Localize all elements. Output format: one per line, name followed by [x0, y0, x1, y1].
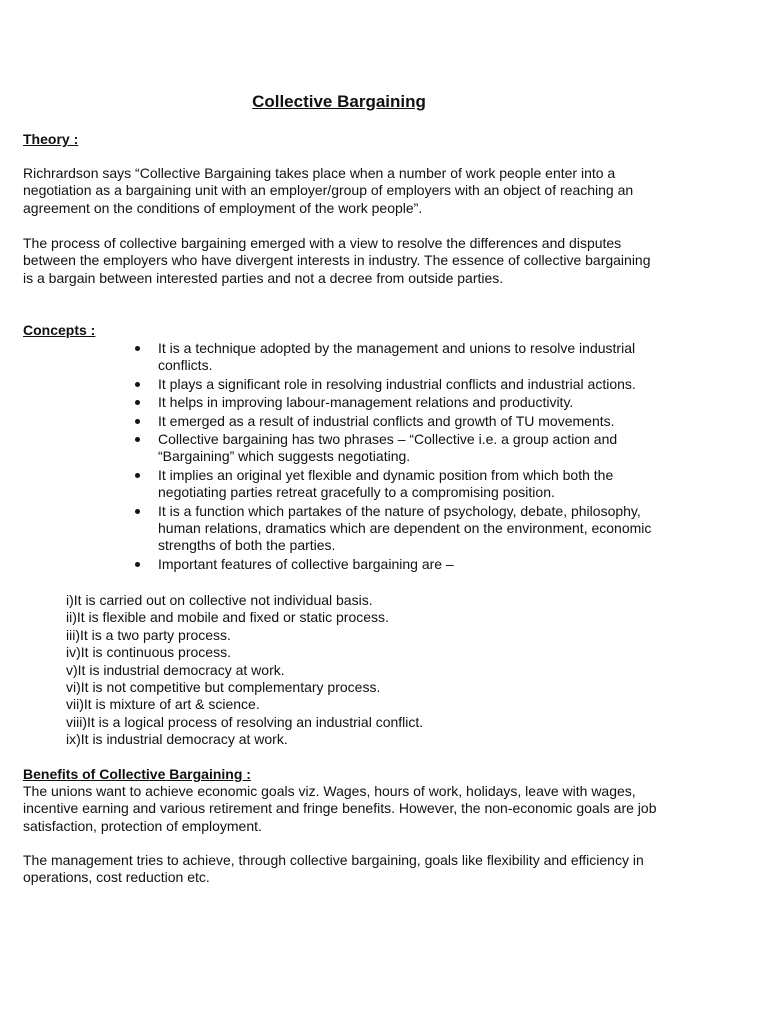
benefits-paragraph-1: The unions want to achieve economic goals viz. Wages, hours of work, holidays, leave with wages, incentive earning and various retirement and fringe benefits. However, the non-economic goals are job satisfaction, protection of employment.	[23, 783, 657, 834]
feature-item: vii)It is mixture of art & science.	[66, 696, 260, 713]
bullet-dot-icon	[135, 562, 140, 567]
concept-bullet-text: It implies an original yet flexible and dynamic position from which both the negotiating parties retreat gracefully to a compromising position.	[158, 466, 614, 501]
feature-item: iv)It is continuous process.	[66, 644, 231, 661]
concept-bullet	[135, 467, 665, 502]
concept-bullet-text: It emerged as a result of industrial conflicts and growth of TU movements.	[158, 412, 615, 429]
feature-item: i)It is carried out on collective not individual basis.	[66, 592, 373, 608]
feature-item: ii)It is flexible and mobile and fixed or static process.	[66, 609, 389, 626]
feature-item: iii)It is a two party process.	[66, 626, 231, 643]
bullet-dot-icon	[135, 419, 140, 424]
bullet-dot-icon	[135, 400, 140, 405]
document-title: Collective Bargaining	[252, 92, 426, 111]
concept-bullet	[135, 556, 665, 573]
theory-paragraph-1: Richrardson says “Collective Bargaining takes place when a number of work people enter into a negotiation as a bargaining unit with an employer/group of employers with an object of reaching an agreement on the conditions of employment of the work people”.	[23, 165, 634, 216]
concept-bullet	[135, 503, 665, 555]
concept-bullet	[135, 431, 665, 466]
concept-bullet-text: It helps in improving labour-management relations and productivity.	[158, 394, 574, 411]
concept-bullet	[135, 376, 665, 393]
feature-item: ix)It is industrial democracy at work.	[66, 731, 288, 748]
bullet-dot-icon	[135, 382, 140, 387]
feature-item: viii)It is a logical process of resolving an industrial conflict.	[66, 713, 424, 730]
bullet-dot-icon	[135, 509, 140, 514]
features-list	[66, 592, 423, 749]
theory-heading: Theory :	[23, 131, 79, 147]
bullet-dot-icon	[135, 437, 140, 442]
concepts-bullet-list	[135, 340, 665, 574]
benefits-heading: Benefits of Collective Bargaining :	[23, 766, 251, 782]
concept-bullet	[135, 340, 665, 375]
benefits-paragraph-2: The management tries to achieve, through collective bargaining, goals like flexibility and efficiency in operations, cost reduction etc.	[23, 852, 644, 886]
bullet-dot-icon	[135, 473, 140, 478]
concept-bullet-text: Important features of collective bargaining are –	[158, 555, 454, 572]
concepts-heading: Concepts :	[23, 322, 96, 338]
concept-bullet-text: It is a function which partakes of the nature of psychology, debate, philosophy, human relations, dramatics which are dependent on the environment, economic strengths of both the parties.	[158, 502, 652, 554]
theory-paragraph-2: The process of collective bargaining emerged with a view to resolve the differences and disputes between the employers who have divergent interests in industry. The essence of collective bargaining is a bargain between interested parties and not a decree from outside parties.	[23, 235, 651, 286]
concept-bullet	[135, 394, 665, 411]
concept-bullet-text: Collective bargaining has two phrases – “Collective i.e. a group action and “Bargaining” which suggests negotiating.	[158, 431, 618, 465]
feature-item: vi)It is not competitive but complementary process.	[66, 679, 381, 696]
concept-bullet	[135, 413, 665, 430]
bullet-dot-icon	[135, 346, 140, 351]
concept-bullet-text: It plays a significant role in resolving industrial conflicts and industrial actions.	[158, 375, 636, 392]
feature-item: v)It is industrial democracy at work.	[66, 661, 285, 678]
concept-bullet-text: It is a technique adopted by the management and unions to resolve industrial conflicts.	[158, 340, 636, 374]
